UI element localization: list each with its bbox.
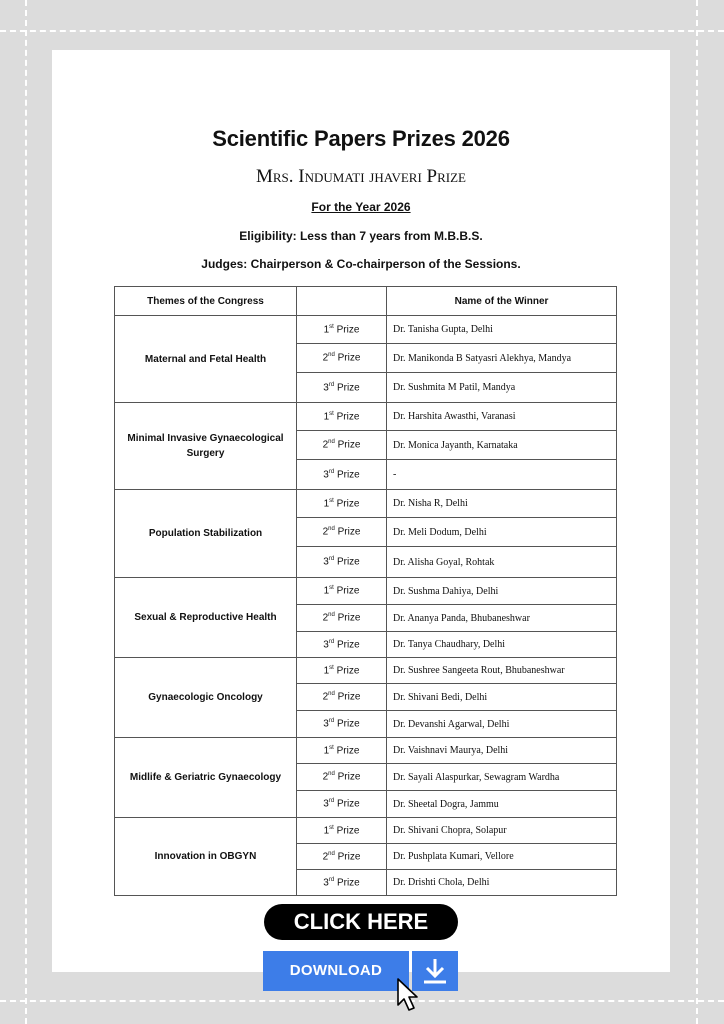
prize-ordinal-suffix: nd (328, 612, 335, 619)
header-prize (297, 287, 387, 316)
prize-word: Prize (334, 639, 360, 651)
prize-ordinal-suffix: rd (328, 468, 335, 475)
prize-word: Prize (333, 411, 360, 423)
prize-cell (297, 870, 387, 896)
winner-cell: Dr. Vaishnavi Maurya, Delhi (387, 738, 617, 764)
prize-number: 1 (323, 498, 330, 510)
dashed-border-top (0, 30, 724, 32)
winner-cell: Dr. Sushma Dahiya, Delhi (387, 578, 617, 605)
prize-ordinal-suffix: st (329, 410, 334, 417)
prize-word: Prize (334, 382, 360, 394)
prize-cell (297, 518, 387, 547)
prize-cell (297, 844, 387, 870)
prize-number: 3 (323, 718, 329, 730)
winner-cell: Dr. Ananya Panda, Bhubaneshwar (387, 605, 617, 632)
prize-cell (297, 684, 387, 711)
prize-word: Prize (333, 585, 360, 597)
winner-cell: Dr. Manikonda B Satyasri Alekhya, Mandya (387, 344, 617, 373)
prize-word: Prize (334, 439, 361, 451)
prize-cell (297, 791, 387, 818)
prize-word: Prize (334, 691, 361, 703)
prize-number: 2 (322, 612, 329, 624)
document-page (52, 50, 670, 972)
click-here-button[interactable]: CLICK HERE (264, 904, 458, 940)
prize-word: Prize (333, 665, 360, 677)
prize-word: Prize (333, 498, 360, 510)
winner-cell: Dr. Pushplata Kumari, Vellore (387, 844, 617, 870)
table-row (115, 403, 617, 431)
prize-cell (297, 460, 387, 490)
header-winner: Name of the Winner (387, 287, 617, 316)
prize-ordinal-suffix: rd (328, 798, 335, 805)
winner-cell: Dr. Devanshi Agarwal, Delhi (387, 711, 617, 738)
prize-number: 3 (323, 469, 329, 481)
prize-winners-table (114, 286, 617, 896)
theme-cell: Maternal and Fetal Health (115, 316, 297, 403)
prize-number: 1 (323, 825, 330, 837)
winner-cell: Dr. Sheetal Dogra, Jammu (387, 791, 617, 818)
prize-number: 2 (322, 526, 329, 538)
prize-ordinal-suffix: st (329, 323, 334, 330)
prize-cell (297, 764, 387, 791)
prize-number: 3 (323, 798, 329, 810)
prize-cell (297, 490, 387, 518)
prize-ordinal-suffix: rd (328, 381, 335, 388)
prize-ordinal-suffix: nd (328, 352, 335, 359)
document-subtitle: Mrs. Indumati jhaveri Prize (255, 166, 466, 187)
theme-cell: Population Stabilization (115, 490, 297, 578)
prize-number: 3 (323, 639, 329, 651)
prize-cell (297, 547, 387, 578)
prize-number: 3 (323, 382, 329, 394)
prize-cell (297, 658, 387, 684)
table-row (115, 818, 617, 844)
table-header-row (115, 287, 617, 316)
winner-cell: Dr. Nisha R, Delhi (387, 490, 617, 518)
prize-ordinal-suffix: nd (328, 771, 335, 778)
prize-cell (297, 344, 387, 373)
winner-cell: Dr. Sushree Sangeeta Rout, Bhubaneshwar (387, 658, 617, 684)
winner-cell: - (387, 460, 617, 490)
prize-ordinal-suffix: st (329, 585, 334, 592)
theme-cell: Minimal Invasive Gynaecological Surgery (115, 403, 297, 490)
download-button[interactable]: DOWNLOAD (263, 951, 409, 991)
prize-word: Prize (334, 612, 361, 624)
prize-number: 3 (323, 877, 329, 889)
prize-ordinal-suffix: st (329, 824, 334, 831)
prize-word: Prize (333, 745, 360, 757)
winner-cell: Dr. Harshita Awasthi, Varanasi (387, 403, 617, 431)
table-row (115, 316, 617, 344)
theme-cell: Sexual & Reproductive Health (115, 578, 297, 658)
prize-ordinal-suffix: nd (328, 691, 335, 698)
theme-cell: Midlife & Geriatric Gynaecology (115, 738, 297, 818)
prize-cell (297, 818, 387, 844)
prize-number: 2 (322, 352, 329, 364)
dashed-border-bottom (0, 1000, 724, 1002)
prize-cell (297, 431, 387, 460)
prize-cell (297, 605, 387, 632)
prize-word: Prize (334, 718, 360, 730)
prize-word: Prize (334, 798, 360, 810)
winner-cell: Dr. Tanisha Gupta, Delhi (387, 316, 617, 344)
prize-number: 1 (323, 665, 330, 677)
prize-ordinal-suffix: st (329, 744, 334, 751)
winner-cell: Dr. Meli Dodum, Delhi (387, 518, 617, 547)
winner-cell: Dr. Sushmita M Patil, Mandya (387, 373, 617, 403)
prize-ordinal-suffix: nd (328, 526, 335, 533)
prize-word: Prize (334, 556, 360, 568)
prize-number: 3 (323, 556, 329, 568)
prize-ordinal-suffix: rd (328, 556, 335, 563)
prize-word: Prize (333, 324, 360, 336)
winner-cell: Dr. Sayali Alaspurkar, Sewagram Wardha (387, 764, 617, 791)
prize-word: Prize (334, 526, 361, 538)
judges-line: Judges: Chairperson & Co-chairperson of the Sessions. (201, 257, 521, 271)
winner-cell: Dr. Drishti Chola, Delhi (387, 870, 617, 896)
prize-cell (297, 373, 387, 403)
prize-ordinal-suffix: rd (328, 638, 335, 645)
theme-cell: Gynaecologic Oncology (115, 658, 297, 738)
dashed-border-left (25, 0, 27, 1024)
year-line: For the Year 2026 (311, 200, 411, 214)
prize-word: Prize (334, 469, 360, 481)
eligibility-line: Eligibility: Less than 7 years from M.B.B.S. (239, 229, 483, 243)
table-row (115, 658, 617, 684)
prize-number: 2 (322, 771, 329, 783)
winner-cell: Dr. Monica Jayanth, Karnataka (387, 431, 617, 460)
winner-cell: Dr. Shivani Bedi, Delhi (387, 684, 617, 711)
prize-cell (297, 711, 387, 738)
prize-number: 1 (323, 411, 330, 423)
prize-number: 2 (322, 691, 329, 703)
prize-number: 2 (322, 439, 329, 451)
winner-cell: Dr. Alisha Goyal, Rohtak (387, 547, 617, 578)
mouse-pointer-icon (396, 977, 422, 1013)
prize-cell (297, 632, 387, 658)
prize-number: 1 (323, 585, 330, 597)
theme-cell: Innovation in OBGYN (115, 818, 297, 896)
prize-ordinal-suffix: nd (328, 439, 335, 446)
prize-ordinal-suffix: st (329, 664, 334, 671)
winner-cell: Dr. Shivani Chopra, Solapur (387, 818, 617, 844)
prize-cell (297, 738, 387, 764)
prize-word: Prize (334, 877, 360, 889)
prize-word: Prize (334, 851, 361, 863)
prize-word: Prize (334, 352, 361, 364)
prize-ordinal-suffix: st (329, 497, 334, 504)
header-themes: Themes of the Congress (115, 287, 297, 316)
dashed-border-right (696, 0, 698, 1024)
prize-ordinal-suffix: rd (328, 718, 335, 725)
prize-number: 1 (323, 745, 330, 757)
table-row (115, 738, 617, 764)
prize-word: Prize (333, 825, 360, 837)
prize-ordinal-suffix: rd (328, 876, 335, 883)
prize-cell (297, 316, 387, 344)
prize-cell (297, 403, 387, 431)
prize-ordinal-suffix: nd (328, 850, 335, 857)
document-title: Scientific Papers Prizes 2026 (212, 126, 510, 151)
prize-number: 2 (322, 851, 329, 863)
winner-cell: Dr. Tanya Chaudhary, Delhi (387, 632, 617, 658)
table-row (115, 490, 617, 518)
table-row (115, 578, 617, 605)
prize-number: 1 (323, 324, 330, 336)
prize-word: Prize (334, 771, 361, 783)
prize-cell (297, 578, 387, 605)
